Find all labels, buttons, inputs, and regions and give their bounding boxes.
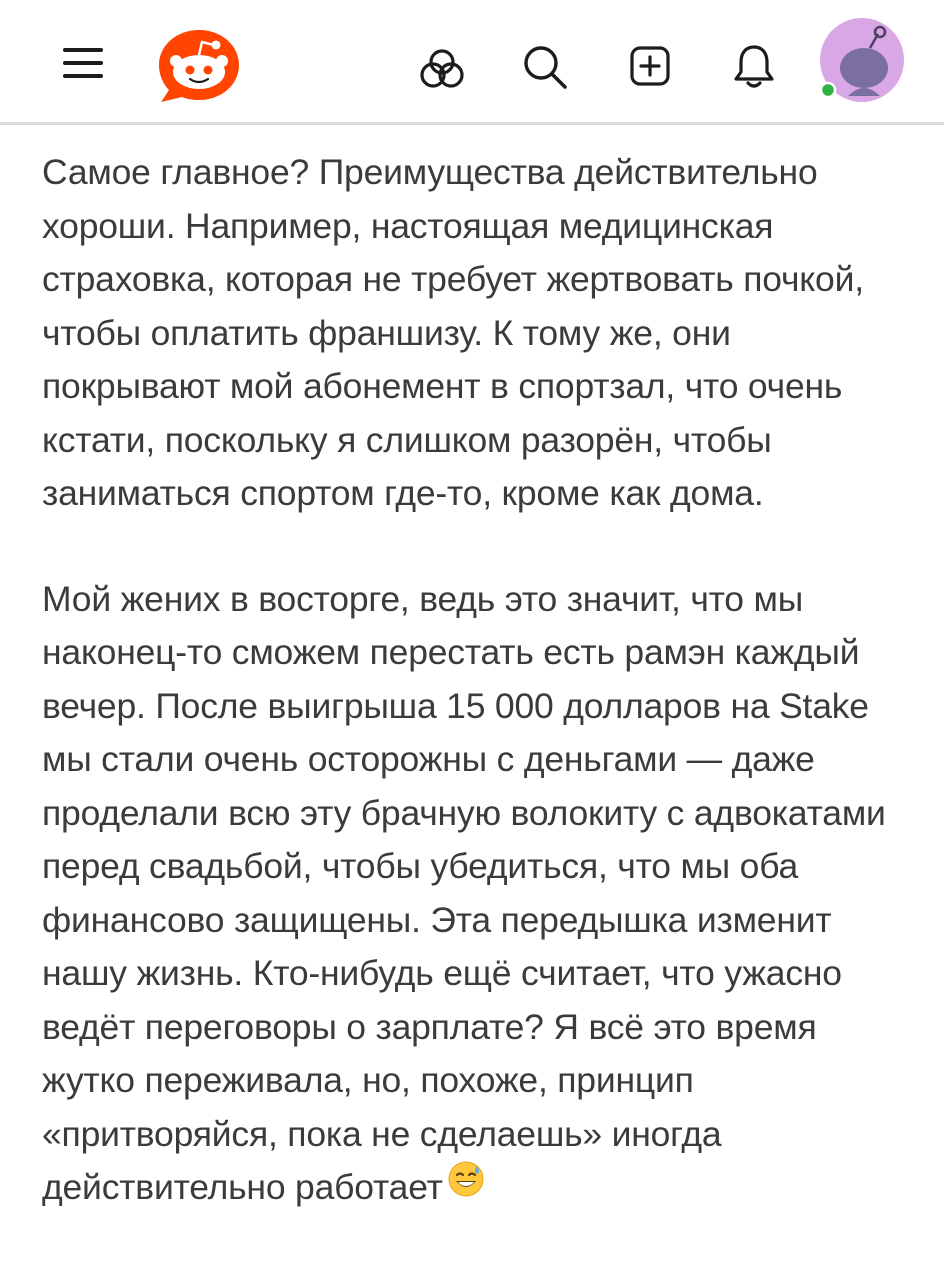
post-paragraph-2-text: Мой жених в восторге, ведь это значит, что мы наконец-то сможем перестать есть рамэн каждый вечер. После выигрыша 15 000 долларов на Stake мы стали очень осторожны с деньгами — даже проделали всю эту брачную волокиту с адвокатами перед свадьбой, чтобы убедиться, что мы оба финансово защищены. Эта передышка изменит нашу жизнь. Кто-нибудь ещё считает, что ужасно ведёт переговоры о зарплате? Я всё это время жутко переживала, но, похоже, принцип «притворяйся, пока не сделаешь» иногда действительно работает	[42, 578, 886, 1207]
post-paragraph-2	[42, 573, 902, 1217]
online-status-dot	[821, 83, 835, 97]
post-paragraph-1: Самое главное? Преимущества действительно хороши. Например, настоящая медицинская страховка, которая не требует жертвовать почкой, чтобы оплатить франшизу. К тому же, они покрывают мой абонемент в спортзал, что очень кстати, поскольку я слишком разорён, чтобы заниматься спортом где-то, кроме как дома.	[42, 152, 864, 513]
communities-icon[interactable]	[418, 44, 466, 92]
top-navigation-bar	[0, 0, 944, 125]
post-body	[42, 146, 902, 1216]
search-icon[interactable]	[520, 42, 570, 92]
menu-icon[interactable]	[58, 38, 108, 88]
user-avatar[interactable]	[818, 16, 906, 104]
grinning-sweat-emoji-icon	[447, 1160, 485, 1214]
create-post-icon[interactable]	[626, 42, 674, 90]
reddit-logo-icon[interactable]	[156, 28, 242, 104]
notifications-bell-icon[interactable]	[730, 40, 778, 92]
